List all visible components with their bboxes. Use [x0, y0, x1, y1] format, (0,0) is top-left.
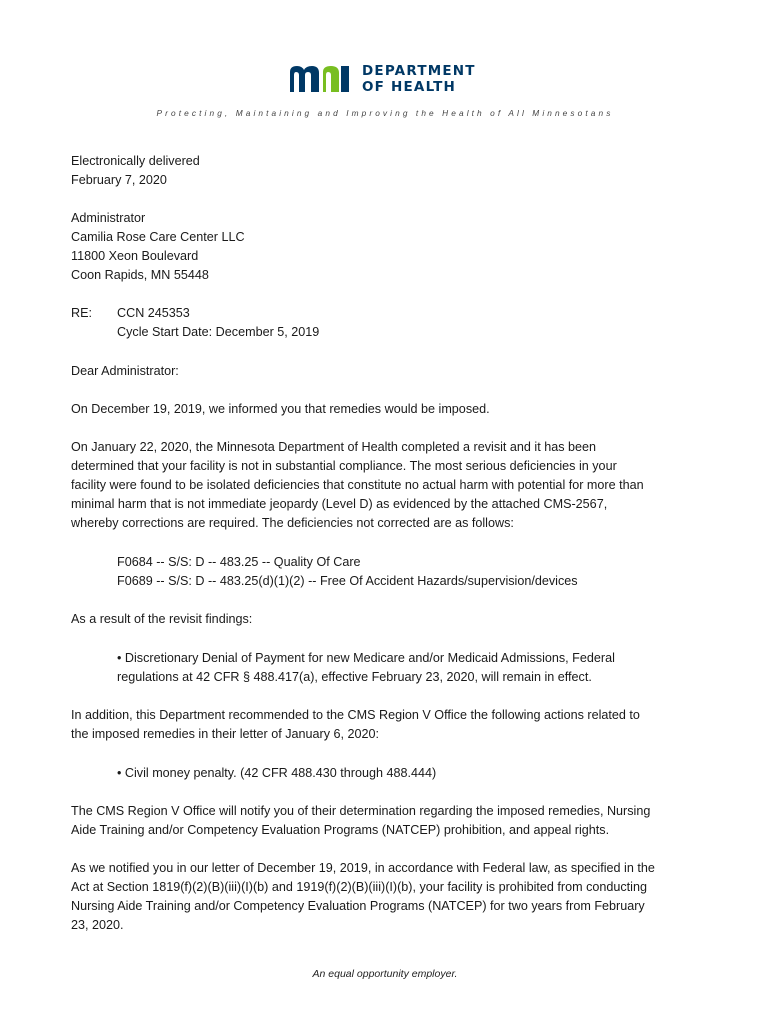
paragraph-1: On December 19, 2019, we informed you that remedies would be imposed.	[71, 402, 490, 416]
paragraph-6-line: As we notified you in our letter of December 19, 2019, in accordance with Federal law, as specified in the	[71, 861, 655, 875]
footer-equal-opportunity: An equal opportunity employer.	[312, 968, 458, 980]
deficiency-item: F0684 -- S/S: D -- 483.25 -- Quality Of Care	[117, 555, 361, 569]
paragraph-2	[71, 438, 711, 533]
mn-logo-icon	[288, 62, 356, 94]
deficiency-item: F0689 -- S/S: D -- 483.25(d)(1)(2) -- Free Of Accident Hazards/supervision/devices	[117, 574, 578, 588]
letter-date: February 7, 2020	[71, 173, 167, 187]
paragraph-5-line: The CMS Region V Office will notify you of their determination regarding the imposed remedies, Nursing	[71, 804, 651, 818]
paragraph-5-line: Aide Training and/or Competency Evaluation Programs (NATCEP) prohibition, and appeal rights.	[71, 823, 610, 837]
bullet-denial-of-payment	[117, 649, 757, 687]
paragraph-2-line: whereby corrections are required. The deficiencies not corrected are as follows:	[71, 516, 514, 530]
tagline: Protecting, Maintaining and Improving the Health of All Minnesotans	[156, 108, 614, 118]
bullet-civil-money-penalty: • Civil money penalty. (42 CFR 488.430 through 488.444)	[117, 766, 437, 780]
delivery-method: Electronically delivered	[71, 154, 200, 168]
recipient-title: Administrator	[71, 211, 146, 225]
paragraph-4	[71, 706, 711, 744]
paragraph-6-line: 23, 2020.	[71, 918, 124, 932]
recipient-street: 11800 Xeon Boulevard	[71, 249, 199, 263]
paragraph-3: As a result of the revisit findings:	[71, 612, 253, 626]
salutation: Dear Administrator:	[71, 364, 179, 378]
re-label: RE:	[71, 306, 92, 320]
paragraph-4-line: In addition, this Department recommended to the CMS Region V Office the following actions related to	[71, 708, 640, 722]
bullet-line: regulations at 42 CFR § 488.417(a), effective February 23, 2020, will remain in effect.	[117, 670, 592, 684]
paragraph-2-line: facility were found to be isolated deficiencies that constitute no actual harm with potential for more than	[71, 478, 644, 492]
paragraph-6	[71, 859, 711, 935]
paragraph-6-line: Act at Section 1819(f)(2)(B)(iii)(I)(b) and 1919(f)(2)(B)(iii)(I)(b), your facility is prohibited from conducting	[71, 880, 647, 894]
re-ccn: CCN 245353	[117, 306, 190, 320]
paragraph-5	[71, 802, 711, 840]
paragraph-2-line: determined that your facility is not in substantial compliance. The most serious deficiencies in your	[71, 459, 617, 473]
recipient-city: Coon Rapids, MN 55448	[71, 268, 209, 282]
paragraph-2-line: On January 22, 2020, the Minnesota Department of Health completed a revisit and it has been	[71, 440, 597, 454]
mn-department-of-health-logo	[288, 62, 356, 96]
paragraph-2-line: minimal harm that is not immediate jeopardy (Level D) as evidenced by the attached CMS-2567,	[71, 497, 608, 511]
paragraph-4-line: the imposed remedies in their letter of January 6, 2020:	[71, 727, 380, 741]
dept-line-1: DEPARTMENT	[362, 63, 476, 79]
re-cycle-start: Cycle Start Date: December 5, 2019	[117, 325, 320, 339]
recipient-facility: Camilia Rose Care Center LLC	[71, 230, 245, 244]
dept-line-2: OF HEALTH	[362, 79, 457, 95]
department-name	[362, 63, 476, 95]
bullet-line: • Discretionary Denial of Payment for new Medicare and/or Medicaid Admissions, Federal	[117, 651, 615, 665]
paragraph-6-line: Nursing Aide Training and/or Competency Evaluation Programs (NATCEP) for two years from February	[71, 899, 645, 913]
